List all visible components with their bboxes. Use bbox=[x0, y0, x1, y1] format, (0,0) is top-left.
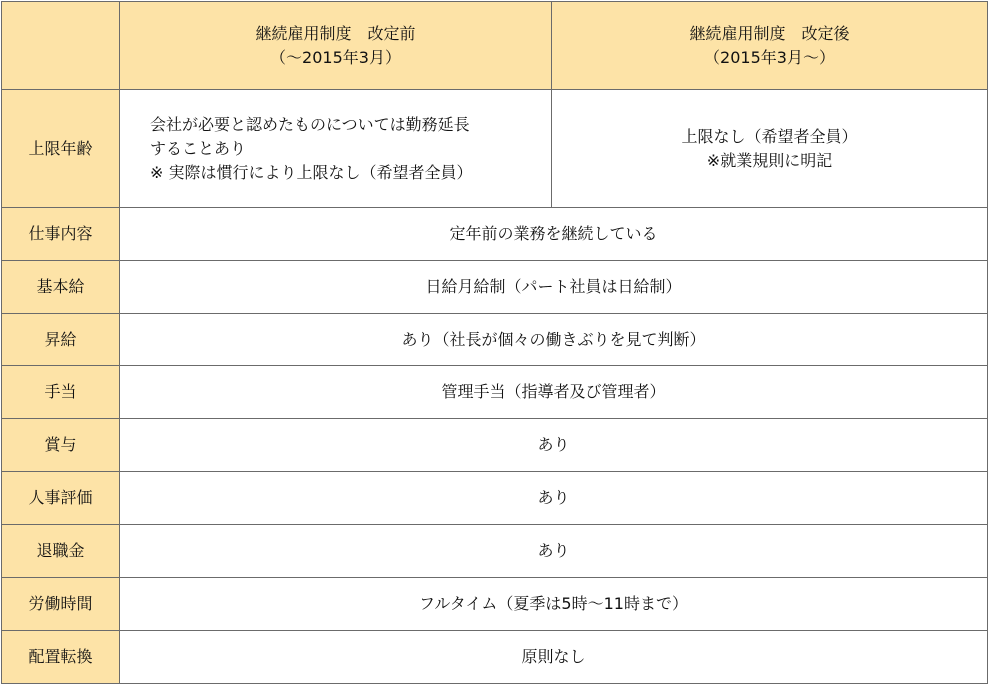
row-label: 昇給 bbox=[2, 314, 120, 366]
header-after-title: 継続雇用制度 改定後 bbox=[689, 23, 850, 43]
row-value: 定年前の業務を継続している bbox=[120, 208, 988, 261]
upper-limit-before-cell bbox=[120, 90, 552, 208]
table-row bbox=[2, 419, 988, 472]
upper-limit-before-line-1: 会社が必要と認めたものについては勤務延長 bbox=[150, 114, 470, 134]
table-row bbox=[2, 631, 988, 684]
header-after-period: （2015年3月～） bbox=[704, 47, 835, 67]
row-label: 労働時間 bbox=[2, 578, 120, 631]
row-value: フルタイム（夏季は5時～11時まで） bbox=[120, 578, 988, 631]
row-label: 人事評価 bbox=[2, 472, 120, 525]
row-label: 賞与 bbox=[2, 419, 120, 472]
upper-limit-row bbox=[2, 90, 988, 208]
header-before-period: （～2015年3月） bbox=[270, 47, 401, 67]
row-value: あり bbox=[120, 419, 988, 472]
employment-system-table bbox=[1, 1, 988, 684]
table-row bbox=[2, 314, 988, 366]
upper-limit-after-note: ※就業規則に明記 bbox=[706, 150, 833, 170]
row-label: 仕事内容 bbox=[2, 208, 120, 261]
header-row bbox=[2, 2, 988, 90]
table-row bbox=[2, 472, 988, 525]
table-row bbox=[2, 578, 988, 631]
table-row bbox=[2, 261, 988, 314]
upper-limit-before-line-2: することあり bbox=[150, 138, 247, 158]
row-label-upper-limit: 上限年齢 bbox=[2, 90, 120, 208]
upper-limit-after-line-1: 上限なし（希望者全員） bbox=[681, 126, 858, 146]
row-value: 原則なし bbox=[120, 631, 988, 684]
table-row bbox=[2, 525, 988, 578]
row-label: 退職金 bbox=[2, 525, 120, 578]
header-after-cell bbox=[552, 2, 988, 90]
row-label: 基本給 bbox=[2, 261, 120, 314]
header-before-title: 継続雇用制度 改定前 bbox=[255, 23, 416, 43]
upper-limit-before-note: ※ 実際は慣行により上限なし（希望者全員） bbox=[150, 162, 473, 182]
row-value: 管理手当（指導者及び管理者） bbox=[120, 366, 988, 419]
row-value: 日給月給制（パート社員は日給制） bbox=[120, 261, 988, 314]
row-label: 配置転換 bbox=[2, 631, 120, 684]
row-value: あり bbox=[120, 472, 988, 525]
upper-limit-after-cell bbox=[552, 90, 988, 208]
row-label: 手当 bbox=[2, 366, 120, 419]
header-before-cell bbox=[120, 2, 552, 90]
header-corner-cell bbox=[2, 2, 120, 90]
table-row bbox=[2, 366, 988, 419]
table-row bbox=[2, 208, 988, 261]
row-value: あり bbox=[120, 525, 988, 578]
row-value: あり（社長が個々の働きぶりを見て判断） bbox=[120, 314, 988, 366]
